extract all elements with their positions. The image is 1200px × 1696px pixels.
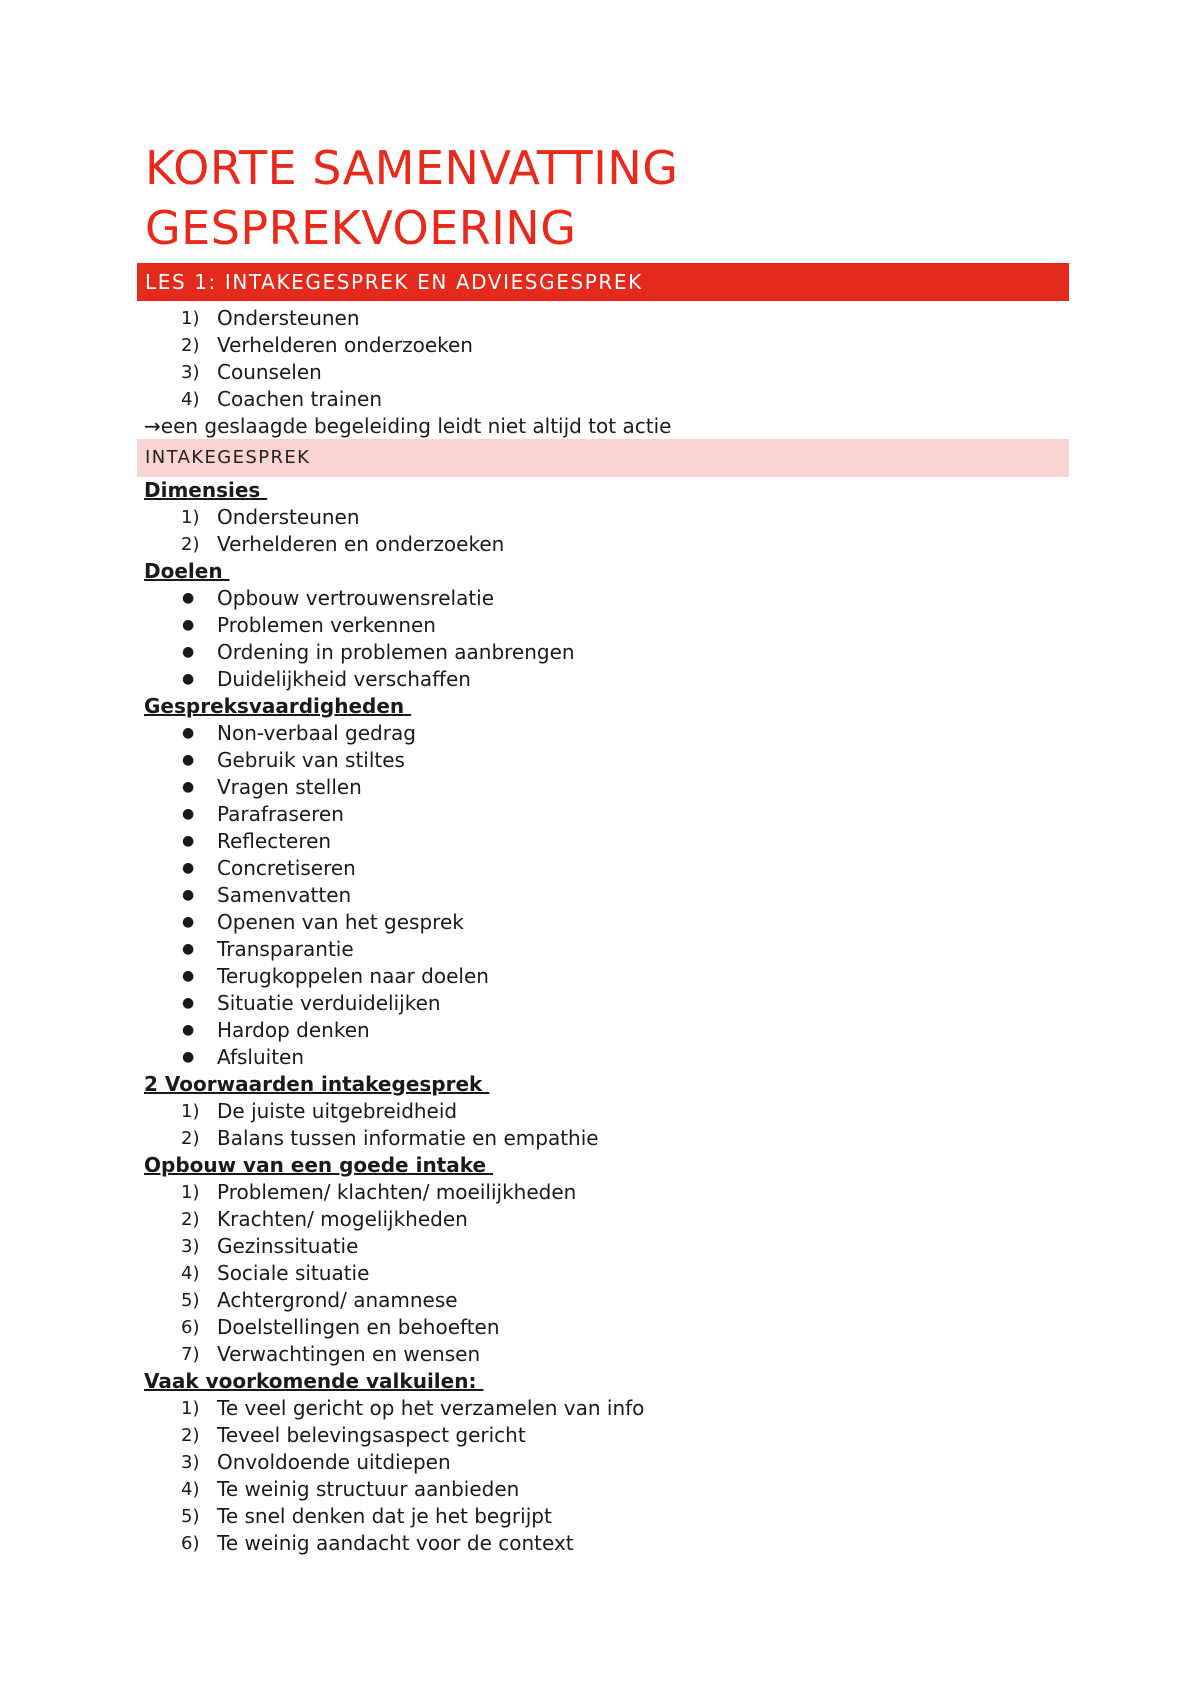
list-item: ● Terugkoppelen naar doelen [182, 964, 489, 988]
list-item: ● Hardop denken [182, 1018, 370, 1042]
list-item: ● Situatie verduidelijken [182, 991, 441, 1015]
subheading-dimensies: Dimensies [144, 478, 268, 502]
title-line-1: KORTE SAMENVATTING [145, 141, 679, 195]
list-item: 3) Counselen [181, 360, 322, 384]
list-item: 5) Te snel denken dat je het begrijpt [181, 1504, 552, 1528]
list-item: 4) Coachen trainen [181, 387, 382, 411]
list-item: ● Ordening in problemen aanbrengen [182, 640, 575, 664]
list-item: ● Samenvatten [182, 883, 352, 907]
intake-block [0, 477, 1200, 1557]
subheading-voorwaarden: 2 Voorwaarden intakegesprek [144, 1072, 490, 1096]
list-item: 5) Achtergrond/ anamnese [181, 1288, 458, 1312]
subheading-doelen: Doelen [144, 559, 230, 583]
document-title [145, 138, 1045, 258]
subheading-opbouw: Opbouw van een goede intake [144, 1153, 494, 1177]
list-item: ● Openen van het gesprek [182, 910, 464, 934]
list-item: 1) Ondersteunen [181, 306, 360, 330]
list-item: 4) Sociale situatie [181, 1261, 370, 1285]
list-item: ● Concretiseren [182, 856, 356, 880]
section-heading-intake: INTAKEGESPREK [137, 439, 1069, 477]
list-item: 2) Verhelderen onderzoeken [181, 333, 473, 357]
list-item: ● Opbouw vertrouwensrelatie [182, 586, 495, 610]
list-item: 3) Gezinssituatie [181, 1234, 359, 1258]
list-item: 7) Verwachtingen en wensen [181, 1342, 481, 1366]
list-item: ● Parafraseren [182, 802, 344, 826]
list-item: 3) Onvoldoende uitdiepen [181, 1450, 451, 1474]
list-item: ● Problemen verkennen [182, 613, 436, 637]
list-item: ● Duidelijkheid verschaffen [182, 667, 471, 691]
list-item: 1) De juiste uitgebreidheid [181, 1099, 458, 1123]
list-item: 2) Teveel belevingsaspect gericht [181, 1423, 526, 1447]
list-item: ● Non-verbaal gedrag [182, 721, 416, 745]
list-item: 2) Balans tussen informatie en empathie [181, 1126, 599, 1150]
les1-block [0, 305, 1200, 440]
list-item: 2) Verhelderen en onderzoeken [181, 532, 505, 556]
list-item: 2) Krachten/ mogelijkheden [181, 1207, 468, 1231]
subheading-valkuilen: Vaak voorkomende valkuilen: [144, 1369, 484, 1393]
title-line-2: GESPREKVOERING [145, 201, 577, 255]
list-item: ● Transparantie [182, 937, 354, 961]
list-item: ● Gebruik van stiltes [182, 748, 405, 772]
list-item: 1) Te veel gericht op het verzamelen van info [181, 1396, 645, 1420]
subheading-gespreksvaardigheden: Gespreksvaardigheden [144, 694, 412, 718]
list-item: ● Afsluiten [182, 1045, 305, 1069]
note-line [0, 413, 1200, 440]
note-text: een geslaagde begeleiding leidt niet altijd tot actie [160, 414, 672, 438]
arrow-right-icon: → [144, 414, 161, 438]
section-heading-les1: LES 1: INTAKEGESPREK EN ADVIESGESPREK [137, 263, 1069, 301]
list-item: 6) Te weinig aandacht voor de context [181, 1531, 574, 1555]
list-item: ● Vragen stellen [182, 775, 362, 799]
list-item: ● Reflecteren [182, 829, 332, 853]
list-item: 1) Ondersteunen [181, 505, 360, 529]
list-item: 1) Problemen/ klachten/ moeilijkheden [181, 1180, 577, 1204]
list-item: 6) Doelstellingen en behoeften [181, 1315, 500, 1339]
list-item: 4) Te weinig structuur aanbieden [181, 1477, 520, 1501]
